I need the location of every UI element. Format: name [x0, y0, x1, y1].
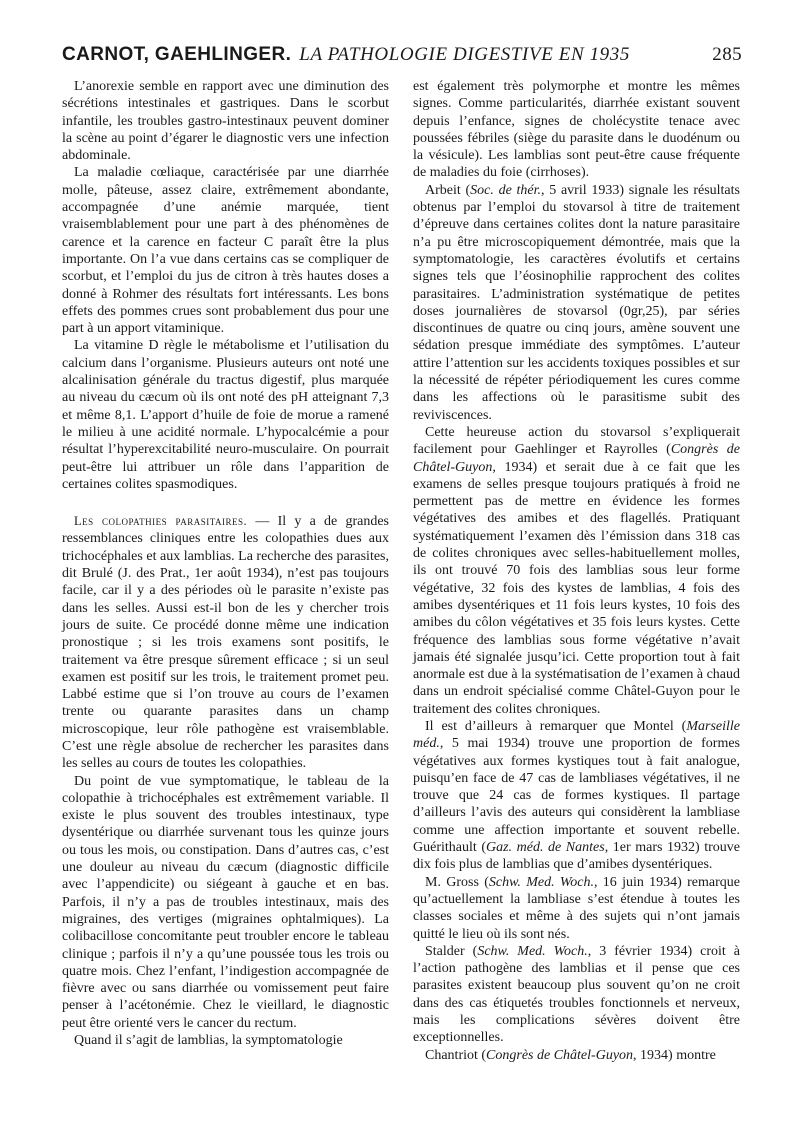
citation: Schw. Med. Woch.	[488, 874, 594, 890]
left-column	[62, 78, 389, 1049]
citation: Congrès de Châtel-Guyon	[413, 442, 740, 475]
text-run: Chantriot (	[425, 1047, 487, 1063]
text-run: , 16 juin 1934) remarque qu’actuellement la lambliase s’est étendue à toutes les classes sociales et même à des sujets qui n’ont jamais quitté le lieu où ils sont nés.	[413, 874, 740, 942]
text-run: M. Gross (	[425, 874, 489, 890]
citation: Congrès de Châtel-Guyon	[486, 1047, 634, 1063]
paragraph	[413, 182, 740, 424]
running-header	[62, 44, 742, 74]
text-run: Stalder (	[425, 943, 478, 959]
page-number: 285	[712, 44, 742, 65]
paragraph	[413, 943, 740, 1047]
text-run: Cette heureuse action du stovarsol s’expliquerait facilement pour Gaehlinger et Rayrolles (	[413, 424, 740, 458]
paragraph: L’anorexie semble en rapport avec une diminution des sécrétions intestinales et gastriques. Dans le scorbut infantile, les troubles gastro-intestinaux peuvent dominer la scène au point d’égarer le diagnostic vers une infection abdominale.	[62, 79, 389, 164]
text-run: , 3 février 1934) croit à l’action pathogène des lamblias et il pense que ces parasites existent beaucoup plus souvent qu’on ne croit dans des cas étiquetés troubles fonctionnels et nerveux, mais les complications sévères doivent être exceptionnelles.	[413, 943, 741, 1046]
citation: Marseille méd.	[413, 718, 740, 752]
text-run: Arbeit (	[425, 182, 471, 198]
paragraph	[413, 424, 740, 718]
paragraph: Du point de vue symptomatique, le tableau de la colopathie à trichocéphales est extrêmement variable. Il existe le plus souvent des troubles intestinaux, type dysentérique ou diarrhée survenant tous les quinze jours ou tous les mois, ou constipation. Dans d’autres cas, c’est une douleur au niveau du cæcum (diagnostic difficile avec l’appendicite) ou siégeant à gauche et en bas. Parfois, il n’y a pas de troubles intestinaux, mais des migraines, des vertiges (migraines ophtalmiques). La colibacillose concomitante peut troubler encore le tableau clinique ; parfois il n’y a qu’une poussée tous les trois ou quatre mois. Chez l’enfant, l’indigestion accompagnée de fièvre avec ou sans diarrhée ou vomissement peut faire penser à l’acétonémie. Chez le vieillard, le diagnostic peut être orienté vers le cancer du rectum.	[62, 773, 389, 1031]
text-run: , 1934) et serait due à ce fait que les examens de selles presque toujours pratiqués à froid ne permettent pas de mettre en évidence les formes végétatives des amibes et des flagellés. Pratiquant systématiquement l’examen dès l’émission dans 318 cas de colites chroniques avec selles-habituellement molles, ils ont trouvé 70 fois des lamblias sous leur forme végétative, 32 fois des kystes de lamblias, 4 fois des amibes dysentériques et 11 fois leurs kystes, 10 fois des amibes du côlon végétatives et 35 fois leurs kystes. Cette fréquence des lamblias sous forme végétative n’avait jamais été signalée jusqu’ici. Cette proportion tout à fait anormale est due à la systématisation de l’examen à chaud dans un endroit spécialisé comme Châtel-Guyon pour le traitement des colites chroniques.	[413, 459, 740, 717]
paragraph: Quand il s’agit de lamblias, la symptomatologie	[74, 1033, 343, 1049]
section-paragraph	[62, 513, 389, 772]
text-run: Il est d’ailleurs à remarquer que Montel (	[425, 718, 687, 734]
section-text: — Il y a de grandes ressemblances cliniques entre les colopathies dues aux trichocéphales et aux lamblias. La recherche des parasites, dit Brulé (J. des Prat., 1er août 1934), n’est pas toujours facile, car il y a des périodes où le parasite n’existe pas dans les selles. Aussi est-il bon de les y chercher trois jours de suite. Ce procédé donne même une indication pronostique ; si les trois examens sont positifs, le traitement va être presque sûrement efficace ; si un seul examen est positif sur les trois, le traitement promet peu. Labbé estime que si l’on trouve au cours de l’examen trente ou quarante parasites dans un champ microscopique, leur rôle pathogène est vraisemblable. C’est une règle absolue de rechercher les parasites dans les selles au cours de toutes les colopathies.	[62, 514, 389, 772]
paragraph	[413, 1047, 740, 1064]
citation: Schw. Med. Woch.	[477, 943, 588, 959]
citation: Gaz. méd. de Nantes	[486, 840, 605, 856]
header-authors: CARNOT, GAEHLINGER.	[62, 44, 292, 65]
paragraph	[413, 874, 740, 943]
paragraph: La vitamine D règle le métabolisme et l’utilisation du calcium dans l’organisme. Plusieurs auteurs ont noté une alcalinisation générale du tractus digestif, plus marquée au niveau du cæcum où ils ont noté des pH atteignant 7,3 et même 8,1. L’apport d’huile de foie de morue a ramené le milieu à une acidité normale. L’hypocalcémie a pour résultat l’hyperexcitabilité neuro-musculaire. On pourrait peut-être lui attribuer un rôle dans l’apparition de certaines colites spasmodiques.	[62, 338, 389, 492]
paragraph: La maladie cœliaque, caractérisée par une diarrhée molle, pâteuse, assez claire, extrêmement abondante, accompagnée d’une anémie marquée, tient vraisemblablement pour une part à des phénomènes de carence et la carence en facteur C paraît être la plus importante. On l’a vue dans certains cas se compliquer de scorbut, et l’emploi du jus de citron à très hautes doses a donné à Rohmer des résultats fort intéressants. Les bons effets des pommes crues sont probablement dus pour une part à un apport vitaminique.	[62, 165, 389, 337]
paragraph	[413, 718, 740, 874]
text-run: , 1934) montre	[633, 1047, 716, 1063]
text-run: , 1er mars 1932) trouve dix fois plus de lamblias que d’amibes dysentériques.	[413, 840, 740, 873]
section-heading: Les colopathies parasitaires.	[74, 514, 248, 529]
text-run: , 5 avril 1933) signale les résultats obtenus par l’emploi du stovarsol à titre de traitement d’épreuve dans certaines colites dont la nature parasitaire n’a pu être microscopiquement démontrée, mais que la symptomatologie, les caractères évolutifs et certains signes tels que l’éosinophilie rapprochent des colites parasitaires. L’administration systématique de petites doses journalières de stovarsol (0gr,25), par séries discontinues de quatre ou cinq jours, amène souvent une sédation presque immédiate des symptômes. L’auteur attire l’attention sur les accidents toxiques possibles et sur la nécessité de répéter périodiquement les cures comme dans les affections où le parasitisme subit des reviviscences.	[413, 182, 740, 423]
header-title: LA PATHOLOGIE DIGESTIVE EN 1935	[299, 44, 630, 65]
citation: Soc. de thér.	[470, 182, 542, 198]
paragraph: est également très polymorphe et montre les mêmes signes. Comme particularités, diarrhée existant souvent depuis l’enfance, signes de cholécystite tenace avec poussées fébriles (siège du parasite dans le duodénum ou la vésicule). Les lamblias sont peut-être cause fréquente de maladies du foie (cirrhoses).	[413, 79, 740, 181]
text-run: , 5 mai 1934) trouve une proportion de formes végétatives aux formes kystiques tout à fait analogue, puisqu’en face de 47 cas de lambliases végétatives, il ne trouve que 24 cas de formes kystiques. Il partage d’ailleurs l’avis des auteurs qui considèrent la lambliase comme une affection importante et souvent rebelle. Guérithault (	[413, 736, 740, 856]
right-column	[413, 78, 740, 1064]
